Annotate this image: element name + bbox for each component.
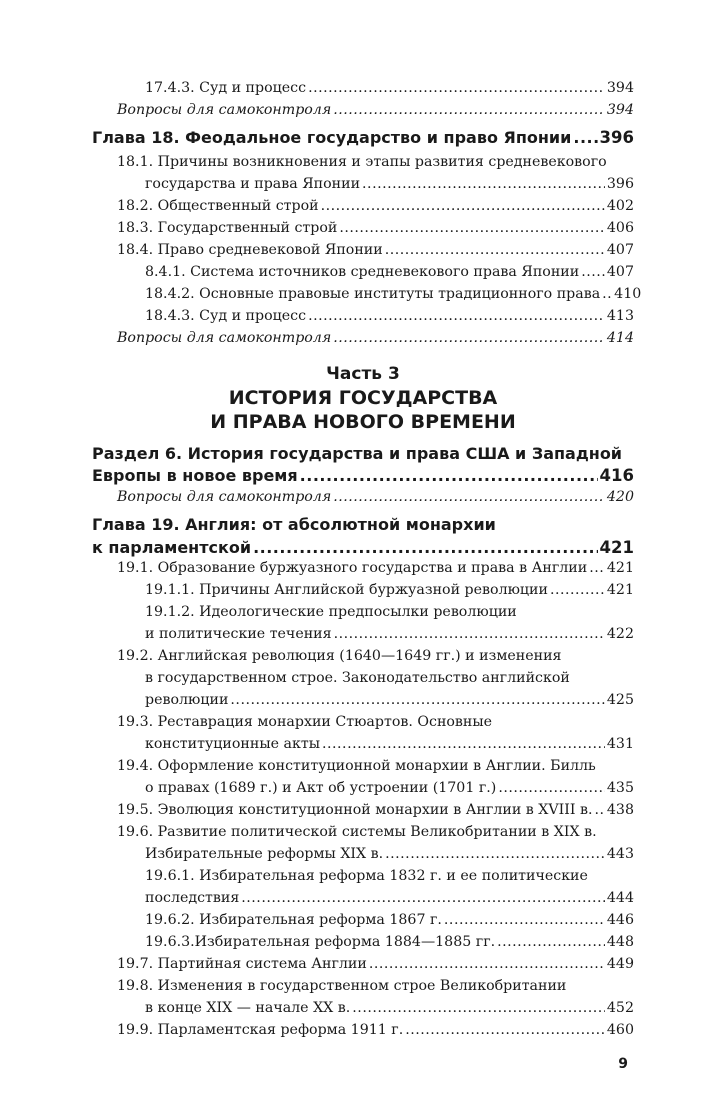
toc-entry-title: 18.4.3. Суд и процесс (145, 308, 307, 324)
toc-entry-title: Избирательные реформы XIX в. (145, 846, 384, 862)
dot-leader (581, 261, 605, 283)
toc-entry-page: 394 (606, 80, 634, 96)
toc-entry-page: 435 (606, 780, 634, 796)
dot-leader (308, 77, 605, 99)
toc-entry-page: 443 (606, 846, 634, 862)
dot-leader (333, 99, 605, 121)
toc-entry-title-line: 19.6.1. Избирательная реформа 1832 г. и ее политические (145, 868, 588, 884)
chapter-title: к парламентской (92, 538, 252, 557)
dot-leader (369, 953, 605, 975)
dot-leader (322, 733, 605, 755)
toc-entry-title: конституционные акты (145, 736, 321, 752)
dot-leader (589, 557, 605, 579)
toc-entry (145, 305, 634, 327)
toc-entry (145, 887, 634, 909)
dot-leader (300, 465, 598, 487)
toc-entry-title: 18.2. Общественный строй (117, 198, 319, 214)
toc-entry (145, 843, 634, 865)
toc-entry (117, 217, 634, 239)
dot-leader (498, 777, 605, 799)
toc-entry-title: 17.4.3. Суд и процесс (145, 80, 307, 96)
toc-entry-title: о правах (1689 г.) и Акт об устроении (1701 г.) (145, 780, 497, 796)
toc-entry-page: 460 (606, 1022, 634, 1038)
toc-entry-title-line: 19.1.2. Идеологические предпосылки революции (145, 604, 517, 620)
toc-entry (145, 283, 642, 305)
toc-entry-page: 402 (606, 198, 634, 214)
toc-entry (117, 799, 634, 821)
toc-entry (145, 173, 634, 195)
toc-entry-page: 406 (606, 220, 634, 236)
toc-entry-title: 19.1. Образование буржуазного государства и права в Англии (117, 560, 588, 576)
toc-entry-page: 407 (606, 242, 634, 258)
dot-leader (352, 997, 605, 1019)
toc-entry (145, 733, 634, 755)
dot-leader (253, 537, 597, 559)
toc-entry-title: Вопросы для самоконтроля (117, 489, 332, 505)
dot-leader (444, 909, 605, 931)
toc-entry-page: 396 (606, 176, 634, 192)
toc-entry (117, 1019, 634, 1041)
toc-entry-page: 422 (606, 626, 634, 642)
toc-entry-page: 413 (606, 308, 634, 324)
toc-entry (117, 557, 634, 579)
part-label: Часть 3 (326, 364, 400, 384)
toc-entry-page: 421 (606, 560, 634, 576)
toc-entry-title-line: 19.2. Английская революция (1640—1649 гг.) и изменения (117, 648, 562, 664)
part-title-line: ИСТОРИЯ ГОСУДАРСТВА (228, 387, 498, 409)
chapter-page: 396 (599, 128, 634, 147)
toc-entry (145, 623, 634, 645)
dot-leader (333, 486, 605, 508)
toc-entry-title-line: 18.1. Причины возникновения и этапы развития средневекового (117, 154, 607, 170)
section-title: Европы в новое время (92, 466, 298, 485)
toc-entry-title: 18.3. Государственный строй (117, 220, 338, 236)
toc-entry-page: 448 (606, 934, 634, 950)
toc-entry-page: 394 (606, 102, 634, 118)
dot-leader (594, 799, 604, 821)
toc-entry (145, 579, 634, 601)
dot-leader (602, 283, 612, 305)
toc-entry-title-line: 19.3. Реставрация монархии Стюартов. Основные (117, 714, 493, 730)
section-page: 416 (599, 466, 634, 485)
part-title-line: И ПРАВА НОВОГО ВРЕМЕНИ (210, 411, 516, 433)
toc-entry (117, 327, 634, 349)
toc-entry-title-line: в государственном строе. Законодательство английской (145, 670, 570, 686)
toc-entry-page: 414 (606, 330, 634, 346)
toc-entry-page: 438 (606, 802, 634, 818)
dot-leader (308, 305, 605, 327)
toc-entry (145, 77, 634, 99)
dot-leader (573, 127, 597, 149)
toc-entry-title: 19.6.2. Избирательная реформа 1867 г. (145, 912, 442, 928)
toc-entry-page: 452 (606, 1000, 634, 1016)
dot-leader (550, 579, 605, 601)
toc-entry (117, 486, 634, 508)
toc-entry-title-line: 19.6. Развитие политической системы Великобритании в XIX в. (117, 824, 597, 840)
toc-entry-title-line: 19.4. Оформление конституционной монархии в Англии. Билль (117, 758, 596, 774)
toc-entry (117, 239, 634, 261)
dot-leader (230, 689, 604, 711)
dot-leader (334, 623, 605, 645)
toc-entry-title: Вопросы для самоконтроля (117, 102, 332, 118)
chapter-title-line: Глава 19. Англия: от абсолютной монархии (92, 515, 496, 534)
toc-entry (117, 99, 634, 121)
toc-entry-title: в конце XIX — начале XX в. (145, 1000, 351, 1016)
toc-entry-page: 421 (606, 582, 634, 598)
section-title-line: Раздел 6. История государства и права США и Западной (92, 444, 623, 463)
toc-entry (145, 261, 634, 283)
chapter-heading (92, 537, 634, 559)
toc-entry-title: 19.9. Парламентская реформа 1911 г. (117, 1022, 404, 1038)
dot-leader (362, 173, 605, 195)
toc-entry (145, 689, 634, 711)
dot-leader (333, 327, 605, 349)
dot-leader (385, 239, 605, 261)
toc-entry-page: 410 (614, 286, 642, 302)
toc-entry (117, 953, 634, 975)
dot-leader (339, 217, 605, 239)
toc-entry-title: 8.4.1. Система источников средневекового права Японии (145, 264, 580, 280)
chapter-heading (92, 127, 634, 149)
toc-entry-title: Вопросы для самоконтроля (117, 330, 332, 346)
section-heading (92, 465, 634, 487)
toc-entry-title: государства и права Японии (145, 176, 361, 192)
toc-entry-title: 19.6.3.Избирательная реформа 1884—1885 гг. (145, 934, 496, 950)
toc-entry (117, 195, 634, 217)
dot-leader (241, 887, 605, 909)
toc-entry-page: 407 (606, 264, 634, 280)
page-number: 9 (618, 1056, 628, 1072)
dot-leader (405, 1019, 605, 1041)
toc-entry-title: 18.4.2. Основные правовые институты традиционного права (145, 286, 601, 302)
toc-entry (145, 909, 634, 931)
toc-entry-page: 420 (606, 489, 634, 505)
toc-entry-page: 425 (606, 692, 634, 708)
dot-leader (321, 195, 605, 217)
toc-entry-page: 444 (606, 890, 634, 906)
toc-entry-title: революции (145, 692, 229, 708)
toc-entry (145, 997, 634, 1019)
toc-entry-title: 19.1.1. Причины Английской буржуазной революции (145, 582, 548, 598)
toc-entry-title: последствия (145, 890, 240, 906)
dot-leader (497, 931, 605, 953)
toc-entry-page: 446 (606, 912, 634, 928)
toc-entry-title: 18.4. Право средневековой Японии (117, 242, 383, 258)
chapter-title: Глава 18. Феодальное государство и право Японии (92, 128, 572, 147)
dot-leader (385, 843, 605, 865)
toc-entry-title: 19.5. Эволюция конституционной монархии в Англии в XVIII в. (117, 802, 593, 818)
chapter-page: 421 (599, 538, 634, 557)
toc-entry-page: 449 (606, 956, 634, 972)
toc-entry-page: 431 (606, 736, 634, 752)
toc-entry (145, 931, 634, 953)
toc-entry-title-line: 19.8. Изменения в государственном строе Великобритании (117, 978, 567, 994)
toc-entry-title: 19.7. Партийная система Англии (117, 956, 367, 972)
toc-entry-title: и политические течения (145, 626, 332, 642)
toc-entry (145, 777, 634, 799)
